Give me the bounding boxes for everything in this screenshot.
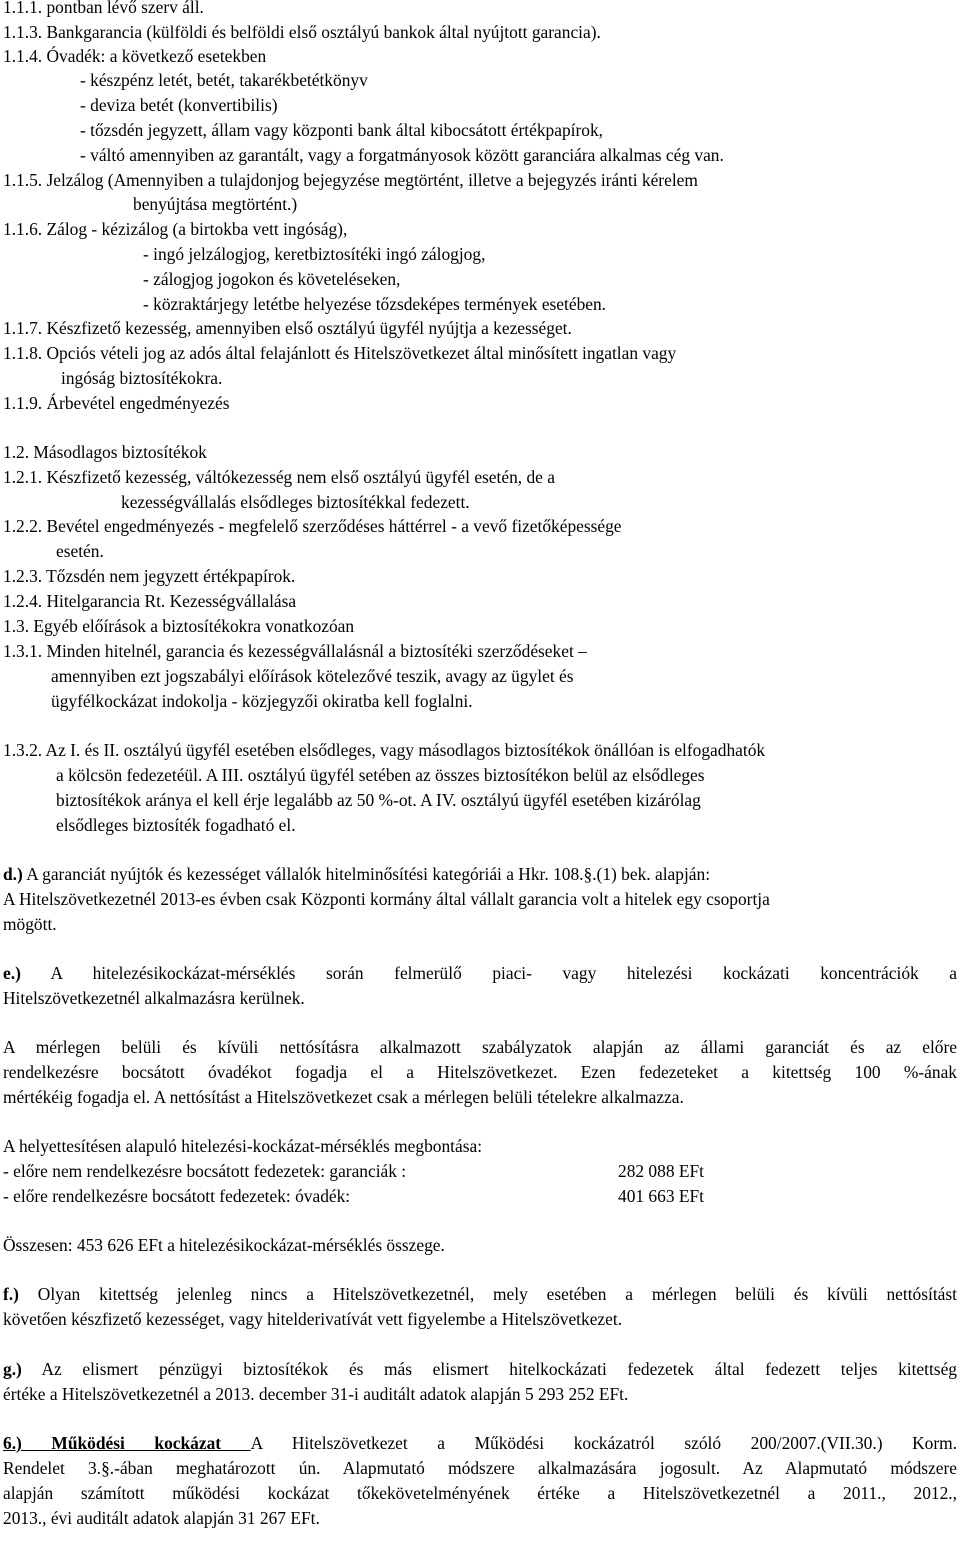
line-1-1-8: 1.1.8. Opciós vételi jog az adós által felajánlott és Hitelszövetkezet által minősített ingatlan vagy	[3, 343, 677, 363]
line-pledge-1: - ingó jelzálogjog, keretbiztosítéki ingó zálogjog,	[143, 244, 486, 264]
line-1-3-1-cont-1: amennyiben ezt jogszabályi előírások kötelezővé teszik, avagy az ügylet és	[51, 666, 574, 686]
section-6-text: A Hitelszövetkezet a Működési kockázatról szóló 200/2007.(VII.30.) Korm.	[250, 1433, 958, 1453]
line-1-1-4: 1.1.4. Óvadék: a következő esetekben	[3, 46, 267, 66]
paragraph-f-line-1	[3, 1282, 957, 1306]
line-pledge-3: - közraktárjegy letétbe helyezése tőzsdeképes termények esetében.	[143, 294, 607, 314]
section-f-label: f.)	[3, 1284, 19, 1304]
line-1-3-1-cont-2: ügyfélkockázat indokolja - közjegyzői okiratba kell foglalni.	[51, 691, 473, 711]
paragraph-netting-line-2: rendelkezésre bocsátott óvadékot fogadja el a Hitelszövetkezet. Ezen fedezeteket a kitettség 100 %-ának	[3, 1062, 957, 1082]
total-line: Összesen: 453 626 EFt a hitelezésikockázat-mérséklés összege.	[3, 1235, 445, 1255]
breakdown-guarantees-value: 282 088 EFt	[618, 1161, 704, 1181]
line-1-2-1-cont: kezességvállalás elsődleges biztosítékkal fedezett.	[121, 492, 470, 512]
paragraph-g-line-2: értéke a Hitelszövetkezetnél a 2013. december 31-i auditált adatok alapján 5 293 252 EFt.	[3, 1384, 629, 1404]
line-1-3-1: 1.3.1. Minden hitelnél, garancia és kezességvállalásnál a biztosítéki szerződéseket –	[3, 641, 587, 661]
line-1-2-2: 1.2.2. Bevétel engedményezés - megfelelő szerződéses háttérrel - a vevő fizetőképessége	[3, 516, 622, 536]
line-1-2-3: 1.2.3. Tőzsdén nem jegyzett értékpapírok.	[3, 566, 296, 586]
breakdown-title: A helyettesítésen alapuló hitelezési-kockázat-mérséklés megbontása:	[3, 1136, 483, 1156]
paragraph-f-text: Olyan kitettség jelenleg nincs a Hitelszövetkezetnél, mely esetében a mérlegen belüli és kívüli nettósítást	[18, 1284, 957, 1304]
breakdown-collateral-value: 401 663 EFt	[618, 1186, 704, 1206]
section-6-line-3: alapján számított működési kockázat tőkekövetelményének értéke a Hitelszövetkezetnél a 2011., 2012.,	[3, 1483, 957, 1503]
line-1-1-5-cont: benyújtása megtörtént.)	[133, 194, 298, 214]
paragraph-g-text: Az elismert pénzügyi biztosítékok és más elismert hitelkockázati fedezetek által fedezett teljes kitettség	[21, 1359, 957, 1379]
breakdown-collateral-label: - előre rendelkezésre bocsátott fedezetek: óvadék:	[3, 1186, 351, 1206]
line-securities: - tőzsdén jegyzett, állam vagy központi bank által kibocsátott értékpapírok,	[80, 120, 604, 140]
paragraph-netting-line-3: mértékéig fogadja el. A nettósítást a Hitelszövetkezet csak a mérlegen belüli tételekre alkalmazza.	[3, 1087, 684, 1107]
line-1-1-5: 1.1.5. Jelzálog (Amennyiben a tulajdonjog bejegyzése megtörtént, illetve a bejegyzés iránti kérelem	[3, 170, 698, 190]
line-1-2-1: 1.2.1. Készfizető kezesség, váltókezesség nem első osztályú ügyfél esetén, de a	[3, 467, 555, 487]
section-6-line-4: 2013., évi auditált adatok alapján 31 267 EFt.	[3, 1508, 320, 1528]
line-1-1-3: 1.1.3. Bankgarancia (külföldi és belföldi első osztályú bankok által nyújtott garancia).	[3, 22, 601, 42]
line-1-1-9: 1.1.9. Árbevétel engedményezés	[3, 393, 230, 413]
line-fx-deposit: - deviza betét (konvertibilis)	[80, 95, 278, 115]
section-6-line-1	[3, 1431, 957, 1455]
paragraph-d-text: A garanciát nyújtók és kezességet vállalók hitelminősítési kategóriái a Hkr. 108.§.(1) bek. alapján:	[22, 864, 711, 884]
line-1-3-2: 1.3.2. Az I. és II. osztályú ügyfél esetében elsődleges, vagy másodlagos biztosítékok önállóan is elfogadhatók	[3, 740, 766, 760]
line-1-1-8-cont: ingóság biztosítékokra.	[61, 368, 223, 388]
paragraph-d-line-1	[3, 862, 710, 886]
line-1-3-2-cont-2: biztosítékok aránya el kell érje legalább az 50 %-ot. A IV. osztályú ügyfél esetében kizárólag	[56, 790, 701, 810]
line-1-3: 1.3. Egyéb előírások a biztosítékokra vonatkozóan	[3, 616, 355, 636]
paragraph-g-line-1	[3, 1357, 957, 1381]
paragraph-f-line-2: követően készfizető kezességet, vagy hitelderivatívát vett figyelembe a Hitelszövetkezet.	[3, 1309, 623, 1329]
section-d-label: d.)	[3, 864, 23, 884]
line-1-1-6: 1.1.6. Zálog - kézizálog (a birtokba vett ingóság),	[3, 219, 348, 239]
line-1-2-4: 1.2.4. Hitelgarancia Rt. Kezességvállalása	[3, 591, 297, 611]
line-1-3-2-cont-3: elsődleges biztosíték fogadható el.	[56, 815, 296, 835]
section-e-label: e.)	[3, 963, 21, 983]
breakdown-guarantees-label: - előre nem rendelkezésre bocsátott fedezetek: garanciák :	[3, 1161, 407, 1181]
paragraph-e-line-2: Hitelszövetkezetnél alkalmazásra kerülnek.	[3, 988, 305, 1008]
line-1-1-1: 1.1.1. pontban lévő szerv áll.	[3, 0, 204, 17]
line-bill: - váltó amennyiben az garantált, vagy a forgatmányosok között garanciára alkalmas cég van.	[80, 145, 724, 165]
line-1-1-7: 1.1.7. Készfizető kezesség, amennyiben első osztályú ügyfél nyújtja a kezességet.	[3, 318, 572, 338]
paragraph-e-line-1	[3, 961, 957, 985]
line-1-3-2-cont-1: a kölcsön fedezetéül. A III. osztályú ügyfél setében az összes biztosítékon belül az elsődleges	[56, 765, 705, 785]
section-6-heading: 6.) Működési kockázat	[3, 1433, 251, 1453]
paragraph-d-line-3: mögött.	[3, 914, 57, 934]
line-1-2: 1.2. Másodlagos biztosítékok	[3, 442, 207, 462]
line-pledge-2: - zálogjog jogokon és követeléseken,	[143, 269, 401, 289]
paragraph-e-text: A hitelezésikockázat-mérséklés során felmerülő piaci- vagy hitelezési kockázati koncentrációk a	[20, 963, 957, 983]
line-1-2-2-cont: esetén.	[56, 541, 104, 561]
paragraph-d-line-2: A Hitelszövetkezetnél 2013-es évben csak Központi kormány által vállalt garancia volt a hitelek egy csoportja	[3, 889, 770, 909]
paragraph-netting-line-1: A mérlegen belüli és kívüli nettósításra alkalmazott szabályzatok alapján az állami garanciát és az előre	[3, 1037, 957, 1057]
line-deposit: - készpénz letét, betét, takarékbetétkönyv	[80, 70, 368, 90]
section-g-label: g.)	[3, 1359, 22, 1379]
section-6-line-2: Rendelet 3.§.-ában meghatározott ún. Alapmutató módszere alkalmazására jogosult. Az Alapmutató módszere	[3, 1458, 957, 1478]
